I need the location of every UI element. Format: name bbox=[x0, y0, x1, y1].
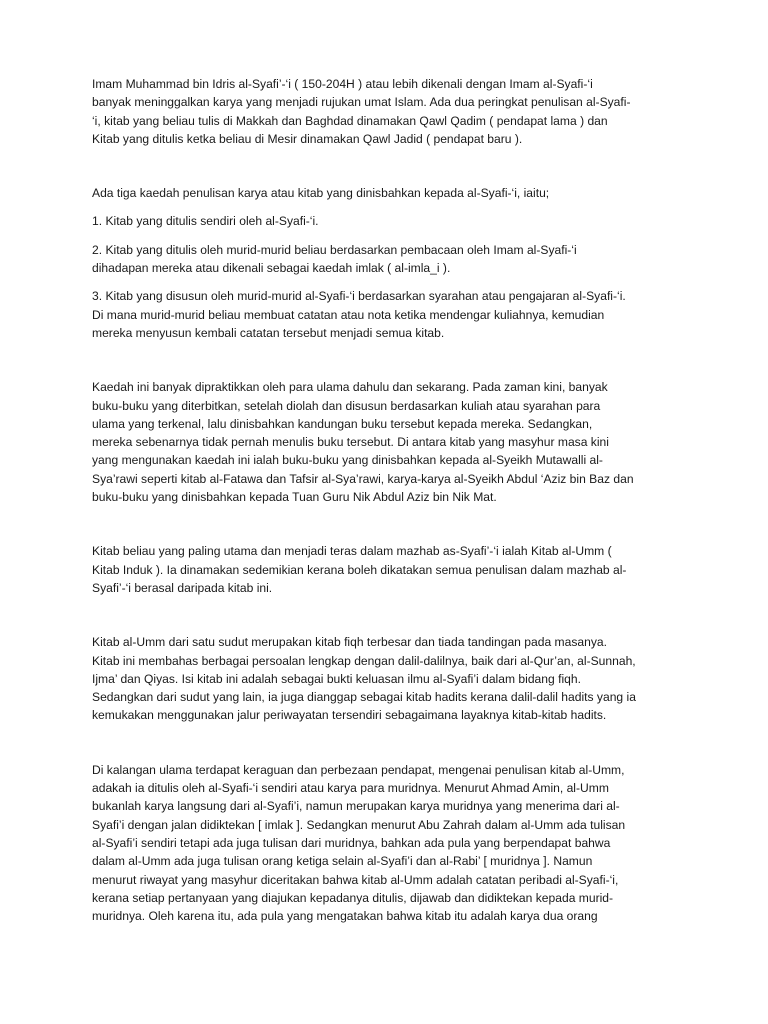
paragraph-kitab-al-umm: Kitab beliau yang paling utama dan menjadi teras dalam mazhab as-Syafi’-‘i ialah Kitab al-Umm ( Kitab Induk ). Ia dinamakan sedemikian kerana boleh dikatakan semua penulisan dalam mazhab al- Syafi’-‘i berasal daripada kitab ini. bbox=[92, 544, 627, 595]
paragraph-gap bbox=[92, 148, 678, 184]
paragraph-gap bbox=[92, 342, 678, 378]
paragraph-gap bbox=[92, 277, 678, 287]
paragraph-authorship: Di kalangan ulama terdapat keraguan dan perbezaan pendapat, mengenai penulisan kitab al-Umm, adakah ia ditulis oleh al-Syafi-‘i sendiri atau karya para muridnya. Menurut Ahmad Amin, al-Umm bukanlah karya langsung dari al-Syafi’i, namun merupakan karya muridnya yang menerima dari al- Syafi’i dengan jalan didiktekan [ imlak ]. Sedangkan menurut Abu Zahrah dalam al-Umm ada tulisan al-Syafi’i sendiri tetapi ada juga tulisan dari muridnya, bahkan ada pula yang berpendapat bahwa dalam al-Umm ada juga tulisan orang ketiga selain al-Syafi’i dan al-Rabi’ [ muridnya ]. Namun menurut riwayat yang masyhur diceritakan bahwa kitab al-Umm adalah catatan peribadi al-Syafi-‘i, kerana setiap pertanyaan yang diajukan kepadanya ditulis, dijawab dan didiktekan kepada murid- muridnya. Oleh karena itu, ada pula yang mengatakan bahwa kitab itu adalah karya dua orang bbox=[92, 762, 626, 924]
paragraph-intro: Imam Muhammad bin Idris al-Syafi’-‘i ( 150-204H ) atau lebih dikenali dengan Imam al-Syafi-‘i banyak meninggalkan karya yang menjadi rujukan umat Islam. Ada dua peringkat penulisan al-Syafi- ‘i, kitab yang beliau tulis di Makkah dan Baghdad dinamakan Qawl Qadim ( pendapat lama ) dan Kitab yang ditulis ketka beliau di Mesir dinamakan Qawl Jadid ( pendapat baru ). bbox=[92, 77, 631, 146]
paragraph-gap bbox=[92, 202, 678, 212]
paragraph-methods-heading: Ada tiga kaedah penulisan karya atau kitab yang dinisbahkan kepada al-Syafi-‘i, iaitu; bbox=[92, 186, 550, 201]
list-item-method-3: 3. Kitab yang disusun oleh murid-murid al-Syafi-‘i berdasarkan syarahan atau pengajaran al-Syafi-‘i. Di mana murid-murid beliau membuat catatan atau nota ketika mendengar kuliahnya, kemudian mereka menyusun kembali catatan tersebut menjadi semua kitab. bbox=[92, 289, 626, 340]
paragraph-gap bbox=[92, 506, 678, 542]
paragraph-gap bbox=[92, 725, 678, 761]
paragraph-practice: Kaedah ini banyak dipraktikkan oleh para ulama dahulu dan sekarang. Pada zaman kini, banyak buku-buku yang diterbitkan, setelah diolah dan disusun berdasarkan kuliah atau syarahan para ulama yang terkenal, lalu dinisbahkan kandungan buku tersebut kepada mereka. Sedangkan, mereka sebenarnya tidak pernah menulis buku tersebut. Di antara kitab yang masyhur masa kini yang mengunakan kaedah ini ialah buku-buku yang dinisbahkan kepada al-Syeikh Mutawalli al- Sya’rawi seperti kitab al-Fatawa dan Tafsir al-Sya’rawi, karya-karya al-Syeikh Abdul ‘Aziz bin Baz dan buku-buku yang dinisbahkan kepada Tuan Guru Nik Abdul Aziz bin Nik Mat. bbox=[92, 380, 634, 505]
paragraph-gap bbox=[92, 231, 678, 241]
list-item-method-1: 1. Kitab yang ditulis sendiri oleh al-Syafi-‘i. bbox=[92, 214, 319, 229]
paragraph-fiqh: Kitab al-Umm dari satu sudut merupakan kitab fiqh terbesar dan tiada tandingan pada masanya. Kitab ini membahas berbagai persoalan lengkap dengan dalil-dalilnya, baik dari al-Qur’an, al-Sunnah, Ijma’ dan Qiyas. Isi kitab ini adalah sebagai bukti keluasan ilmu al-Syafi’i dalam bidang fiqh. Sedangkan dari sudut yang lain, ia juga dianggap sebagai kitab hadits kerana dalil-dalil hadits yang ia kemukakan menggunakan jalur periwayatan tersendiri sebagaimana layaknya kitab-kitab hadits. bbox=[92, 635, 636, 723]
paragraph-gap bbox=[92, 597, 678, 633]
list-item-method-2: 2. Kitab yang ditulis oleh murid-murid beliau berdasarkan pembacaan oleh Imam al-Syafi-‘i dihadapan mereka atau dikenali sebagai kaedah imlak ( al-imla_i ). bbox=[92, 242, 577, 276]
